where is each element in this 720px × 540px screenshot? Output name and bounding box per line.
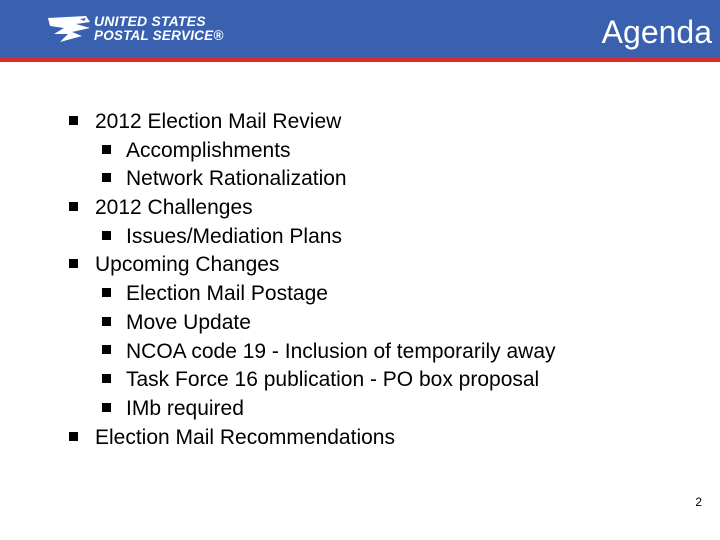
agenda-subitem <box>0 395 720 424</box>
agenda-item <box>0 424 720 453</box>
slide-title: Agenda <box>601 14 712 50</box>
square-bullet-icon <box>102 231 111 240</box>
agenda-subitem <box>0 137 720 166</box>
agenda-subitem <box>0 280 720 309</box>
square-bullet-icon <box>102 288 111 297</box>
square-bullet-icon <box>102 317 111 326</box>
agenda-item <box>0 108 720 137</box>
agenda-subitem <box>0 223 720 252</box>
agenda-subitem-text: Task Force 16 publication - PO box proposal <box>126 368 540 392</box>
agenda-list <box>0 108 720 452</box>
agenda-subitem <box>0 338 720 367</box>
eagle-icon <box>46 12 92 46</box>
logo-text-postal-service: POSTAL SERVICE® <box>94 28 224 43</box>
page-number: 2 <box>695 495 702 509</box>
square-bullet-icon <box>102 173 111 182</box>
square-bullet-icon <box>69 202 78 211</box>
agenda-subitem-text: IMb required <box>126 396 244 420</box>
usps-logo <box>46 12 224 46</box>
agenda-subitem-text: Election Mail Postage <box>126 282 328 306</box>
agenda-subitem <box>0 165 720 194</box>
agenda-item-text: Upcoming Changes <box>95 253 280 277</box>
agenda-item <box>0 251 720 280</box>
agenda-subitem-text: Move Update <box>126 310 251 334</box>
square-bullet-icon <box>102 374 111 383</box>
agenda-item-text: 2012 Challenges <box>95 196 253 220</box>
agenda-item-text: 2012 Election Mail Review <box>95 110 342 133</box>
square-bullet-icon <box>69 432 78 441</box>
square-bullet-icon <box>102 145 111 154</box>
square-bullet-icon <box>102 403 111 412</box>
agenda-subitem <box>0 309 720 338</box>
square-bullet-icon <box>102 345 111 354</box>
agenda-subitem-text: Issues/Mediation Plans <box>126 224 342 248</box>
square-bullet-icon <box>69 259 78 268</box>
agenda-subitem-text: Network Rationalization <box>126 167 347 191</box>
agenda-subitem-text: Accomplishments <box>126 138 291 162</box>
agenda-subitem-text: NCOA code 19 - Inclusion of temporarily away <box>126 339 556 363</box>
header-divider <box>0 57 720 62</box>
square-bullet-icon <box>69 116 78 125</box>
agenda-subitem <box>0 366 720 395</box>
header-bar <box>0 0 720 57</box>
logo-text-united-states: UNITED STATES <box>94 13 206 29</box>
agenda-item <box>0 194 720 223</box>
agenda-item-text: Election Mail Recommendations <box>95 425 395 449</box>
